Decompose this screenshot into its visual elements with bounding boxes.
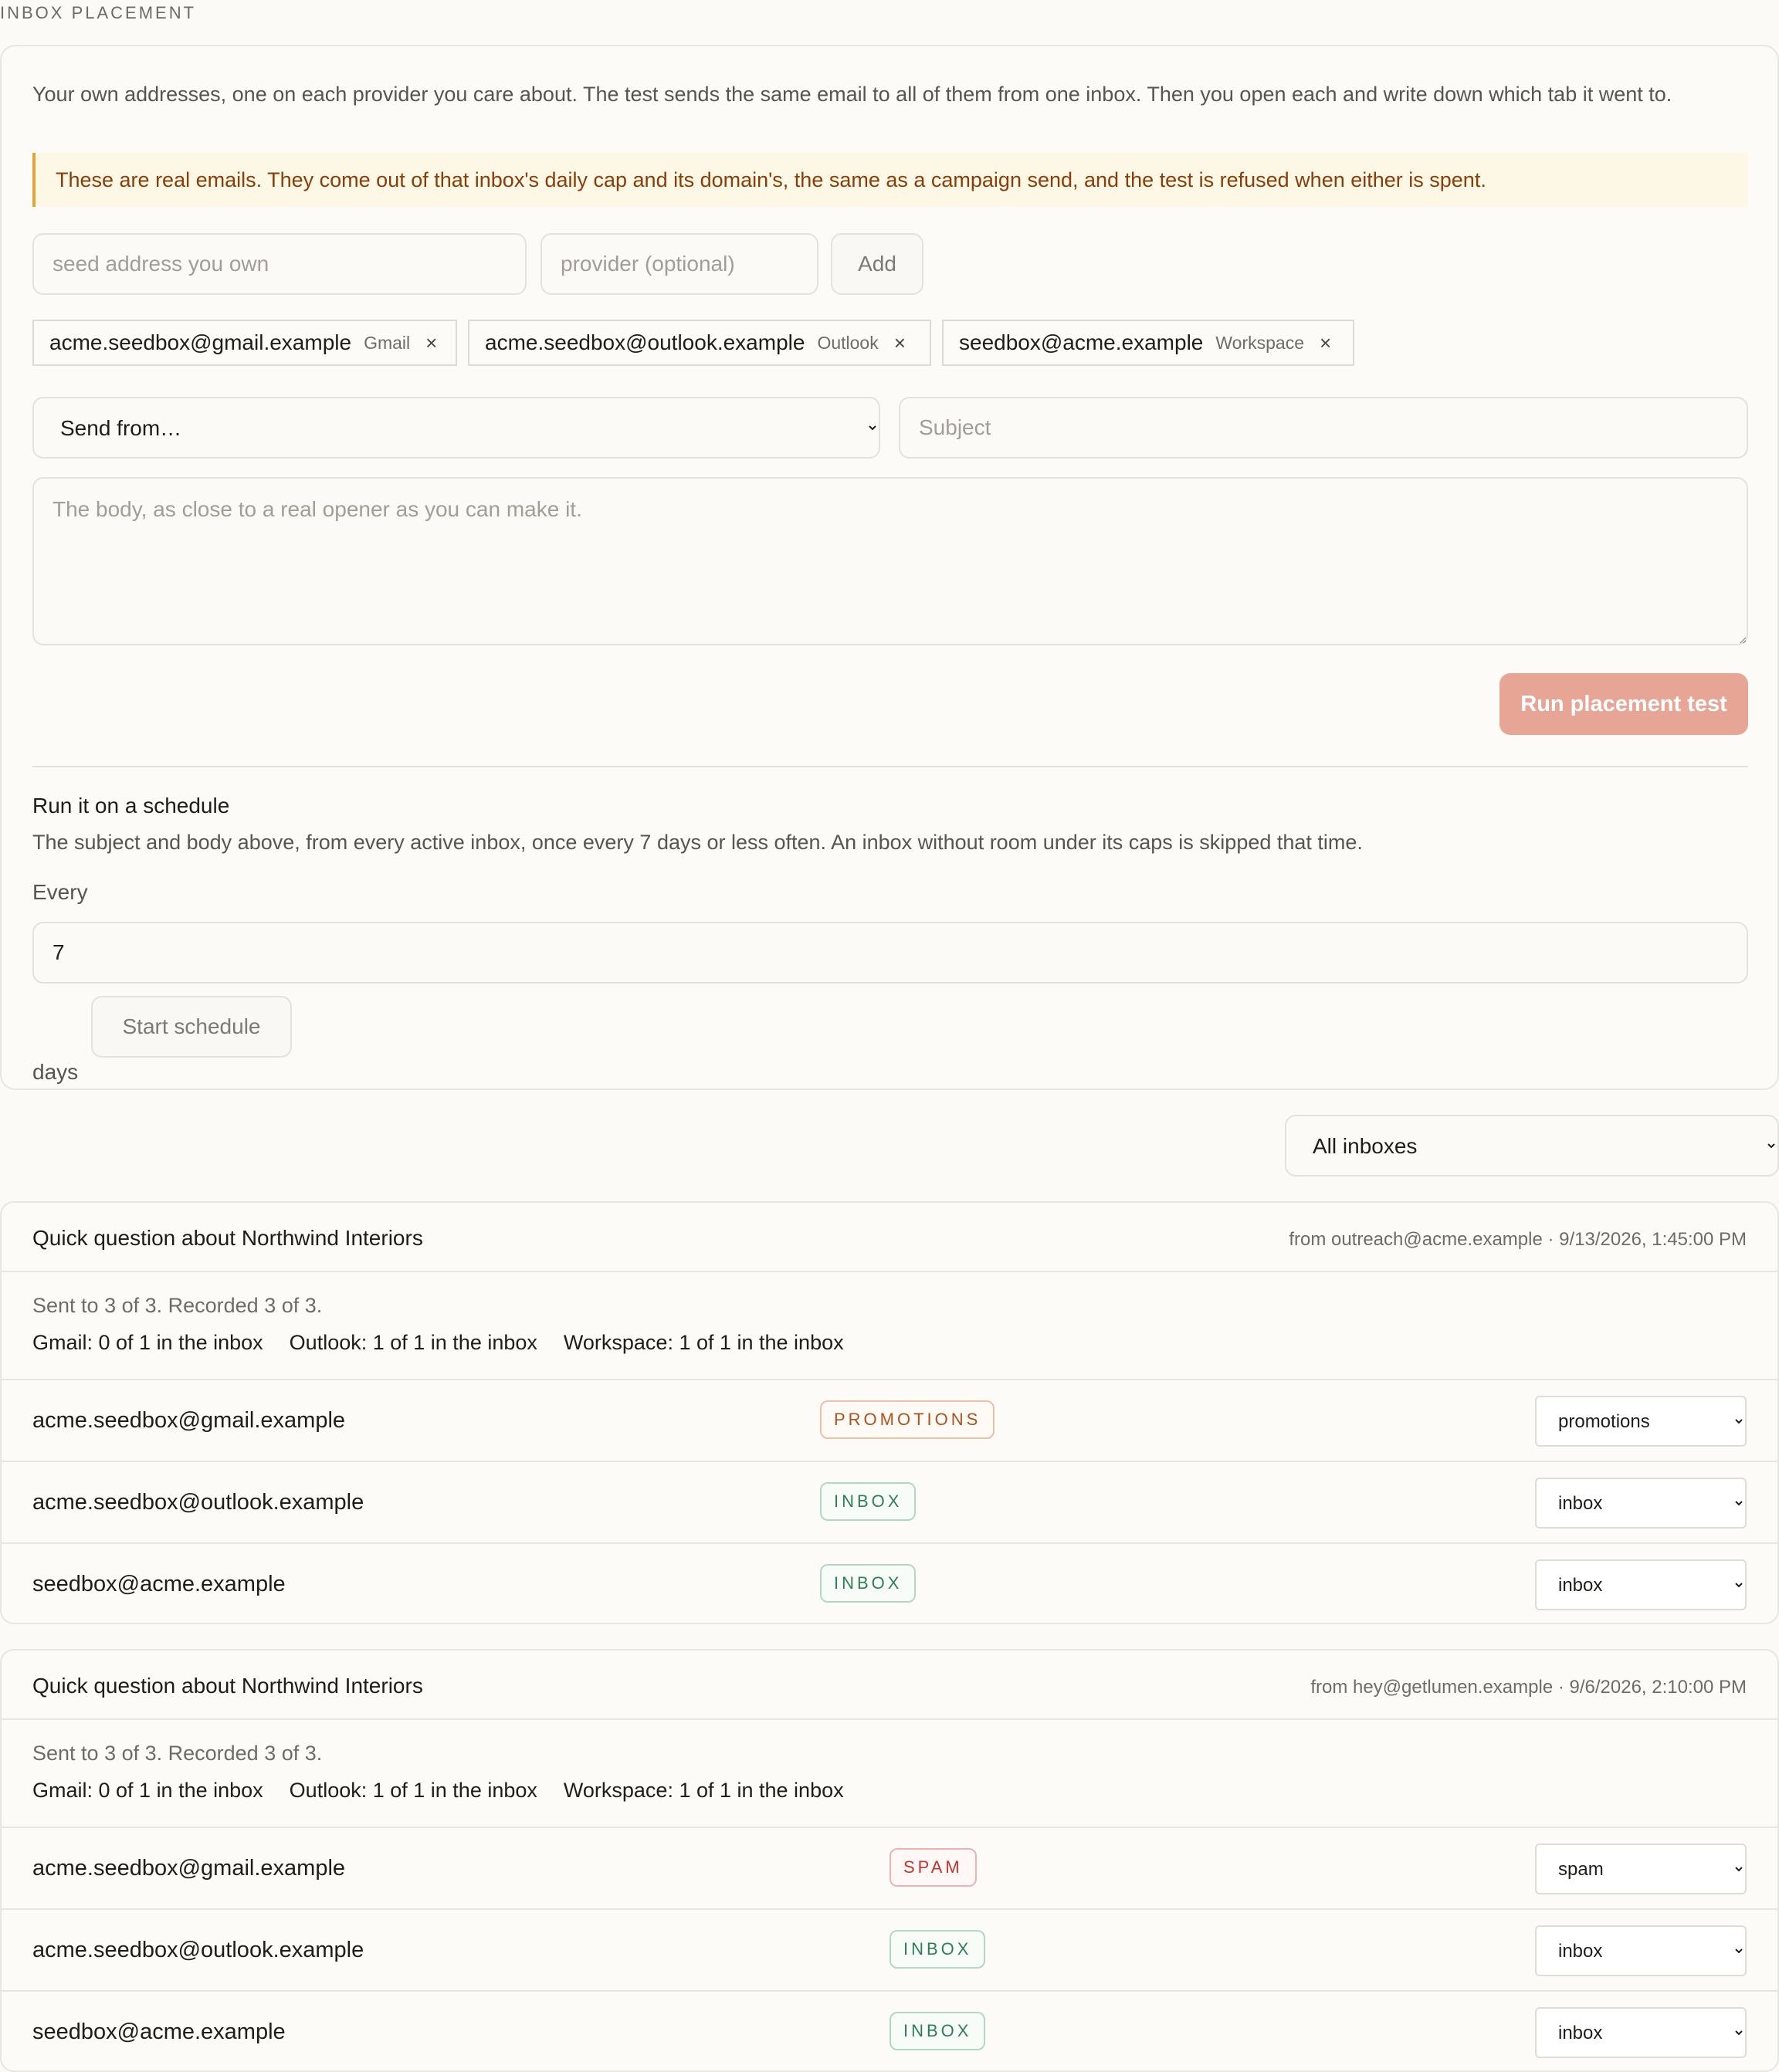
placement-select[interactable] (1535, 1396, 1747, 1447)
remove-chip-icon[interactable]: × (425, 330, 438, 354)
schedule-title: Run it on a schedule (32, 794, 230, 818)
run-placement-test-button[interactable]: Run placement test (1499, 673, 1748, 735)
result-address: seedbox@acme.example (32, 2020, 286, 2044)
result-row (2, 1990, 1777, 2072)
placement-select[interactable] (1535, 2007, 1747, 2058)
intro-text: Your own addresses, one on each provider you care about. The test sends the same email to all of them from one inbox. Then you open each and write down which tab it went to. (32, 83, 1672, 106)
test-header (2, 1203, 1777, 1272)
seed-chip (32, 320, 457, 366)
test-meta: from outreach@acme.example · 9/13/2026, 1:45:00 PM (1289, 1229, 1747, 1250)
test-subject: Quick question about Northwind Interiors (32, 1226, 423, 1250)
schedule-description: The subject and body above, from every active inbox, once every 7 days or less often. An inbox without room under its caps is skipped that time. (32, 831, 1363, 854)
seed-chip-address: acme.seedbox@gmail.example (49, 330, 352, 354)
section-label: INBOX PLACEMENT (0, 3, 197, 22)
test-summary: Sent to 3 of 3. Recorded 3 of 3. (32, 1294, 323, 1317)
placement-test-card (0, 1201, 1779, 1624)
test-meta: from hey@getlumen.example · 9/6/2026, 2:10:00 PM (1310, 1677, 1747, 1698)
result-row (2, 1461, 1777, 1542)
placement-setup-card (0, 45, 1779, 1090)
placement-badge: INBOX (890, 2012, 985, 2050)
days-label: days (32, 1060, 79, 1084)
seed-chip-address: seedbox@acme.example (959, 330, 1204, 354)
result-row (2, 1908, 1777, 1990)
every-days-input[interactable] (32, 922, 1748, 984)
seed-chip (468, 320, 931, 366)
breakdown-item: Outlook: 1 of 1 in the inbox (289, 1331, 537, 1354)
placement-select[interactable] (1535, 1843, 1747, 1894)
result-row (2, 1827, 1777, 1908)
result-address: acme.seedbox@outlook.example (32, 1938, 364, 1962)
breakdown-item: Workspace: 1 of 1 in the inbox (563, 1779, 844, 1802)
placement-badge: SPAM (890, 1848, 977, 1887)
remove-chip-icon[interactable]: × (893, 330, 906, 354)
result-row (2, 1379, 1777, 1461)
breakdown-item: Outlook: 1 of 1 in the inbox (289, 1779, 537, 1802)
provider-breakdown (32, 1331, 844, 1355)
breakdown-item: Gmail: 0 of 1 in the inbox (32, 1331, 263, 1354)
test-subject: Quick question about Northwind Interiors (32, 1674, 423, 1698)
placement-test-card (0, 1649, 1779, 2072)
placement-select[interactable] (1535, 1925, 1747, 1976)
body-textarea[interactable] (32, 477, 1748, 645)
result-address: acme.seedbox@gmail.example (32, 1408, 346, 1433)
subject-input[interactable] (899, 397, 1748, 459)
result-address: acme.seedbox@gmail.example (32, 1856, 346, 1881)
seed-chip-provider: Outlook (817, 332, 879, 353)
placement-badge: INBOX (820, 1482, 916, 1521)
placement-select[interactable] (1535, 1559, 1747, 1610)
breakdown-item: Gmail: 0 of 1 in the inbox (32, 1779, 263, 1802)
seed-address-input[interactable] (32, 233, 527, 295)
seed-chip-provider: Workspace (1215, 332, 1304, 353)
seed-chip-provider: Gmail (364, 332, 411, 353)
test-summary: Sent to 3 of 3. Recorded 3 of 3. (32, 1742, 323, 1765)
divider (32, 766, 1748, 767)
placement-badge: PROMOTIONS (820, 1400, 995, 1439)
placement-badge: INBOX (820, 1564, 916, 1603)
result-row (2, 1542, 1777, 1624)
placement-select[interactable] (1535, 1478, 1747, 1529)
every-label: Every (32, 880, 88, 904)
add-seed-button[interactable]: Add (831, 233, 923, 295)
remove-chip-icon[interactable]: × (1320, 330, 1332, 354)
cap-warning: These are real emails. They come out of that inbox's daily cap and its domain's, the same as a campaign send, and the test is refused when either is spent. (32, 153, 1748, 207)
seed-chip (942, 320, 1354, 366)
provider-input[interactable] (540, 233, 818, 295)
test-header (2, 1650, 1777, 1720)
breakdown-item: Workspace: 1 of 1 in the inbox (563, 1331, 844, 1354)
placement-badge: INBOX (890, 1930, 985, 1969)
result-address: seedbox@acme.example (32, 1572, 286, 1596)
result-address: acme.seedbox@outlook.example (32, 1490, 364, 1515)
inbox-filter-select[interactable] (1285, 1115, 1779, 1177)
provider-breakdown (32, 1779, 844, 1803)
send-from-select[interactable] (32, 397, 880, 459)
seed-chip-address: acme.seedbox@outlook.example (485, 330, 805, 354)
start-schedule-button[interactable]: Start schedule (91, 996, 292, 1058)
